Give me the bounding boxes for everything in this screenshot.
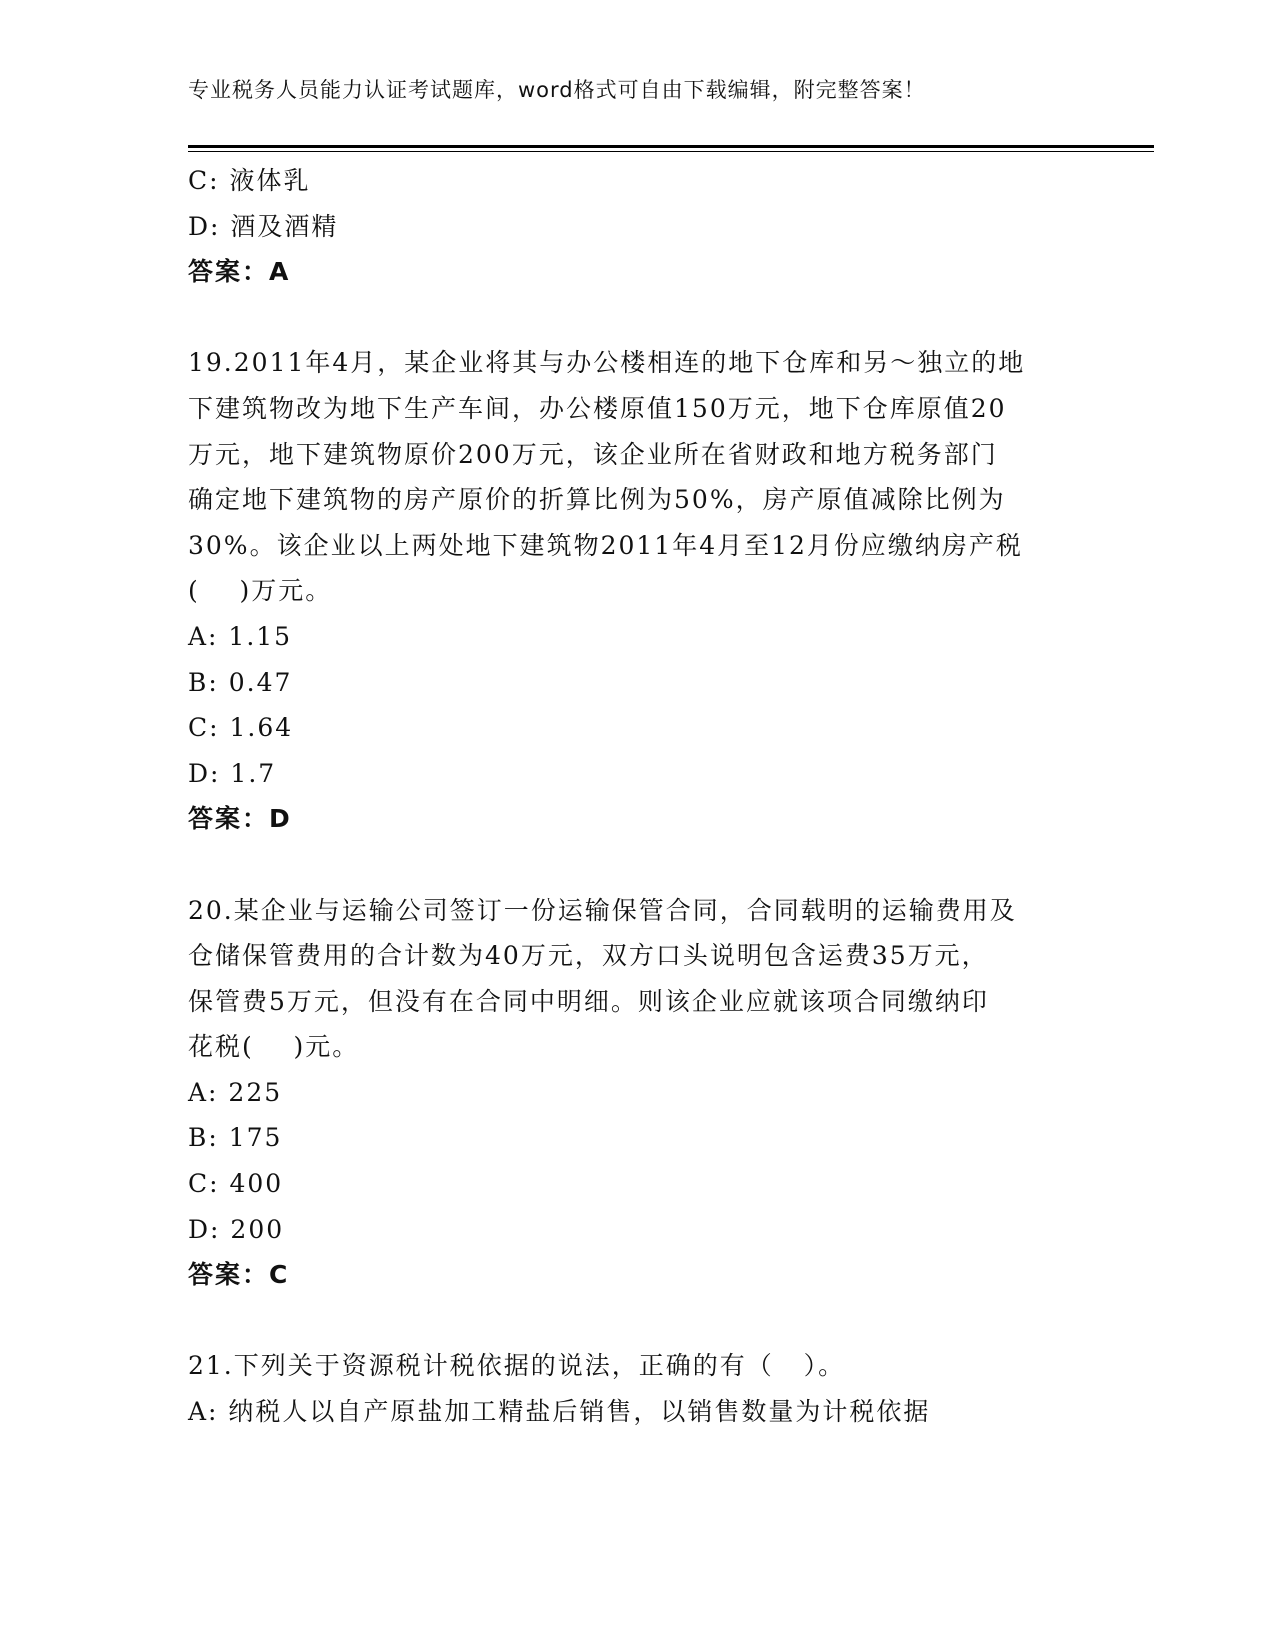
question-stem-line: 确定地下建筑物的房产原价的折算比例为50%，房产原值减除比例为: [188, 485, 1006, 515]
page-header: 专业税务人员能力认证考试题库，word格式可自由下载编辑，附完整答案！: [188, 78, 926, 102]
question-stem-line: 仓储保管费用的合计数为40万元，双方口头说明包含运费35万元，: [188, 941, 989, 971]
option-a: A: 1.15: [188, 621, 293, 651]
header-rule-thick: [188, 145, 1154, 148]
question-20: [188, 888, 1088, 1298]
answer-line: 答案：D: [188, 804, 292, 834]
question-stem-line: 万元，地下建筑物原价200万元，该企业所在省财政和地方税务部门: [188, 439, 998, 469]
question-content: [188, 158, 1088, 1435]
option-d: D: 1.7: [188, 758, 277, 788]
option-c: C: 液体乳: [188, 166, 311, 195]
question-stem-line: 30%。该企业以上两处地下建筑物2011年4月至12月份应缴纳房产税: [188, 530, 1023, 560]
question-stem-line: 19.2011年4月，某企业将其与办公楼相连的地下仓库和另～独立的地: [188, 348, 1026, 378]
option-c: C: 1.64: [188, 713, 294, 743]
option-b: B: 175: [188, 1123, 283, 1153]
spacer: [188, 295, 1088, 341]
option-d: D: 200: [188, 1214, 285, 1244]
option-c: C: 400: [188, 1169, 284, 1199]
question-stem-line: 保管费5万元，但没有在合同中明细。则该企业应就该项合同缴纳印: [188, 986, 989, 1016]
answer-line: 答案：C: [188, 1260, 290, 1290]
question-stem-line: 下建筑物改为地下生产车间，办公楼原值150万元，地下仓库原值20: [188, 393, 1007, 423]
question-stem-line: ( )万元。: [188, 576, 333, 606]
option-b: B: 0.47: [188, 667, 293, 697]
question-stem-line: 花税( )元。: [188, 1032, 360, 1062]
spacer: [188, 842, 1088, 888]
spacer: [188, 1298, 1088, 1344]
header-rule-thin: [188, 151, 1154, 152]
option-a: A: 纳税人以自产原盐加工精盐后销售，以销售数量为计税依据: [188, 1397, 931, 1427]
question-19: [188, 340, 1088, 842]
question-18-tail: [188, 158, 1088, 295]
option-a: A: 225: [188, 1077, 283, 1107]
question-stem-line: 21.下列关于资源税计税依据的说法，正确的有（ ）。: [188, 1351, 846, 1381]
question-21: [188, 1343, 1088, 1434]
answer-line: 答案：A: [188, 257, 291, 287]
question-stem-line: 20.某企业与运输公司签订一份运输保管合同，合同载明的运输费用及: [188, 895, 1017, 925]
option-d: D: 酒及酒精: [188, 211, 339, 241]
